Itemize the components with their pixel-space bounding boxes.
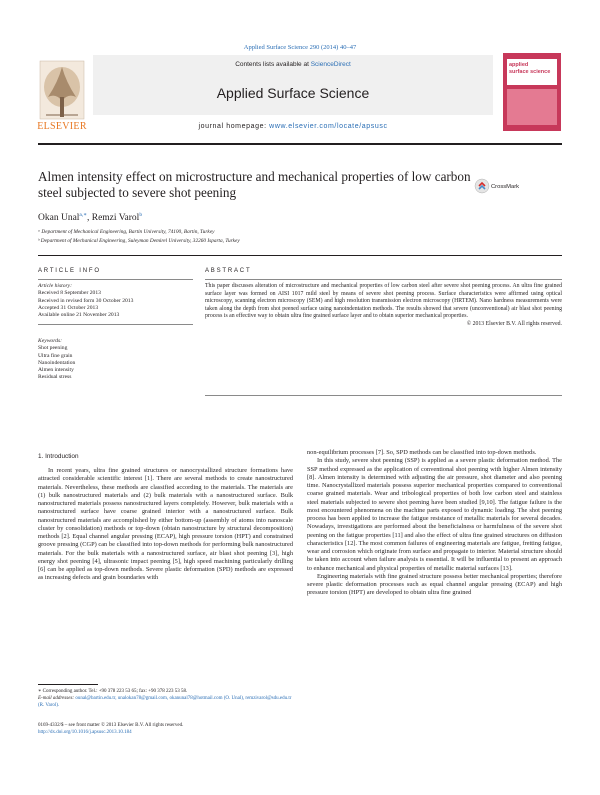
paragraph: In recent years, ultra fine grained structures or nanocrystallized structure formations have attracted considerable scientific interest [1]. There are several methods to create nanostructured materials. Nevertheless, these methods are classified according to the materials. The materials are (1) bulk nanostructured materials and (2) bulk materials with a nanostructured surface. Bulk nanostructured materials possess nanostructured layers completely. However, bulk materials with a nanostructured surface have coarse grained interior with a nanostructured surface. Bulk nanostructured materials are accomplished by either bottom-up (assembly of atoms into nanoscale cluster by consolidation) methods or top-down (obtain nanostructure by structural decomposition) methods [2]. Equal channel angular pressing (ECAP), high pressure torsion (HPT) and constrained groove pressing (CGP) can be classified into top-down methods for performing bulk nanostructured materials. For the bulk materials with a nanostructured surface, air blast shot peening [3], high energy shot peening [4], ultrasonic impact peening [5], high speed machining particularly drilling [6] can be applied as top-down methods. Severe plastic deformation (SPD) methods are expressed as increasing defects and grain boundaries with <box>38 467 293 582</box>
article-history <box>38 283 193 319</box>
keyword-item: Ultra fine grain <box>38 352 73 359</box>
author-affil-mark[interactable]: b <box>139 212 143 218</box>
header-rule <box>38 143 562 145</box>
article-title: Almen intensity effect on microstructure and mechanical properties of low carbon steel subjected to severe shot peening <box>38 169 471 200</box>
corresponding-author-note: ∗ Corresponding author. Tel.: +90 378 223 53 65; fax: +90 378 223 53 58. <box>38 689 188 694</box>
authors-rule <box>38 255 562 256</box>
author-name: Remzi Varol <box>91 213 140 224</box>
email-links[interactable]: ounal@bartin.edu.tr, unalokan78@gmail.com, okanunal78@hotmail.com (O. Unal), remzivarol@sdu.edu.tr (R. Varol). <box>38 696 292 708</box>
footnote-rule <box>38 684 98 685</box>
cover-image <box>507 89 557 125</box>
article-info-rule <box>38 279 193 280</box>
affiliation: ᵇ Department of Mechanical Engineering, Suleyman Demirel University, 32260 Isparta, Turkey <box>38 238 240 244</box>
issn-line: 0169-4332/$ – see front matter © 2013 Elsevier B.V. All rights reserved. <box>38 723 184 728</box>
keywords-rule <box>38 324 193 325</box>
homepage-label: journal homepage: <box>198 123 270 130</box>
keyword-item: Almen intensity <box>38 367 74 374</box>
section-heading: 1. Introduction <box>38 453 79 460</box>
abstract-copyright: © 2013 Elsevier B.V. All rights reserved. <box>466 320 562 327</box>
journal-header <box>38 53 562 139</box>
body-column-left <box>38 467 293 583</box>
history-item: Received 8 September 2013 <box>38 290 101 297</box>
keyword-item: Nanoindentation <box>38 359 76 366</box>
elsevier-wordmark: ELSEVIER <box>37 121 87 132</box>
keyword-item: Residual stress <box>38 374 72 381</box>
journal-name: Applied Surface Science <box>216 85 370 101</box>
keyword-list <box>38 338 193 382</box>
paragraph: non-equilibrium processes [7]. So, SPD methods can be classified into top-down methods. <box>307 449 537 456</box>
journal-cover-thumbnail <box>503 53 561 131</box>
history-label: Article history: <box>38 283 73 289</box>
abstract-bottom-rule <box>205 395 562 396</box>
crossmark-icon[interactable] <box>474 176 520 196</box>
contents-line <box>93 61 493 68</box>
author-name: Okan Unal <box>38 213 80 224</box>
contents-prefix: Contents lists available at <box>235 61 311 68</box>
email-note <box>38 695 293 709</box>
abstract-label: ABSTRACT <box>205 268 252 274</box>
keyword-item: Shot peening <box>38 345 68 352</box>
abstract-body <box>205 283 562 328</box>
history-item: Available online 21 November 2013 <box>38 312 120 319</box>
email-label: E-mail addresses: <box>38 696 76 701</box>
cover-title-line1: applied <box>509 62 529 68</box>
doi-link[interactable]: http://dx.doi.org/10.1016/j.apsusc.2013.10.184 <box>38 730 132 735</box>
footnotes <box>38 688 293 709</box>
history-item: Received in revised form 30 October 2013 <box>38 297 134 304</box>
paragraph: Engineering materials with fine grained structure possess better mechanical properties; therefore severe plastic deformation processes such as equal channel angular pressing (ECAP) and high pressure torsion (HPT) are developed to obtain ultra fine grained <box>307 572 562 597</box>
cover-title-line2: surface science <box>509 69 551 75</box>
affiliation: ᵃ Department of Mechanical Engineering, Bartin University, 74100, Bartin, Turkey <box>38 229 215 235</box>
paragraph: In this study, severe shot peening (SSP) is applied as a severe plastic deformation method. The SSP method expressed as the application of conventional shot peening with higher Almen intensity [8]. Almen intensity is determined with adjusting the air pressure, shot diameter and also peening time. Nanocrystallized materials possess superior mechanical properties compared to conventional coarse grained materials. Wear and tribological properties of both low carbon steel and stainless steel materials subjected to severe shot peening have been studied [9,10]. The fatigue failure is the most encountered phenomena on the machine parts exposed to dynamic loading. The shot peening process has been applied to increase the fatigue resistance of metallic materials for several decades. Nowadays, investigations are performed about the beneficialness or harmfulness of the severe shot peening on the fatigue properties [11] and also the effect of ultra fine grained structures on diffusion characteristics [12]. The most common failures of engineering materials are fatigue, fretting fatigue, wear and corrosion which originate from surface and propagate to interior. Material structure should be taken into account when failure analysis is essential. It will be influential to present an approach to enhance mechanical and physical properties of metallic material surfaces [13]. <box>307 457 562 572</box>
homepage-link[interactable]: www.elsevier.com/locate/apsusc <box>269 123 388 130</box>
abstract-rule <box>205 279 562 280</box>
keywords-label: Keywords: <box>38 338 63 344</box>
sciencedirect-link[interactable]: ScienceDirect <box>310 61 351 68</box>
article-info-label: ARTICLE INFO <box>38 268 101 274</box>
journal-homepage <box>93 123 493 130</box>
abstract-text: This paper discusses alteration of microstructure and mechanical properties of low carbon steel after severe shot peening process. An ultra fine grained surface layer was formed on AISI 1017 mild steel by means of severe shot peening process. Surface characteristics were affirmed using optical microscopy, scanning electron microscopy (SEM) and high resolution transmission electron microscopy (HRTEM). Nano hardness measurements were taken along the depth from shot peened surface using nanoindentation methods. The results showed that severe (unconventional) air blast shot peening process is an effective way to obtain ultra fine grained surface layer and to obtain superior mechanical properties. <box>205 283 562 319</box>
crossmark-label: CrossMark <box>491 184 520 190</box>
history-item: Accepted 31 October 2013 <box>38 304 99 311</box>
page-footer <box>38 722 293 736</box>
author-list: Okan Unal$^{a,∗}$, Remzi Varol$^b$ <box>38 212 143 224</box>
journal-citation[interactable]: Applied Surface Science 290 (2014) 40–47 <box>243 44 357 51</box>
author-affil-mark[interactable]: a,∗ <box>79 212 87 218</box>
body-column-right <box>307 449 562 598</box>
